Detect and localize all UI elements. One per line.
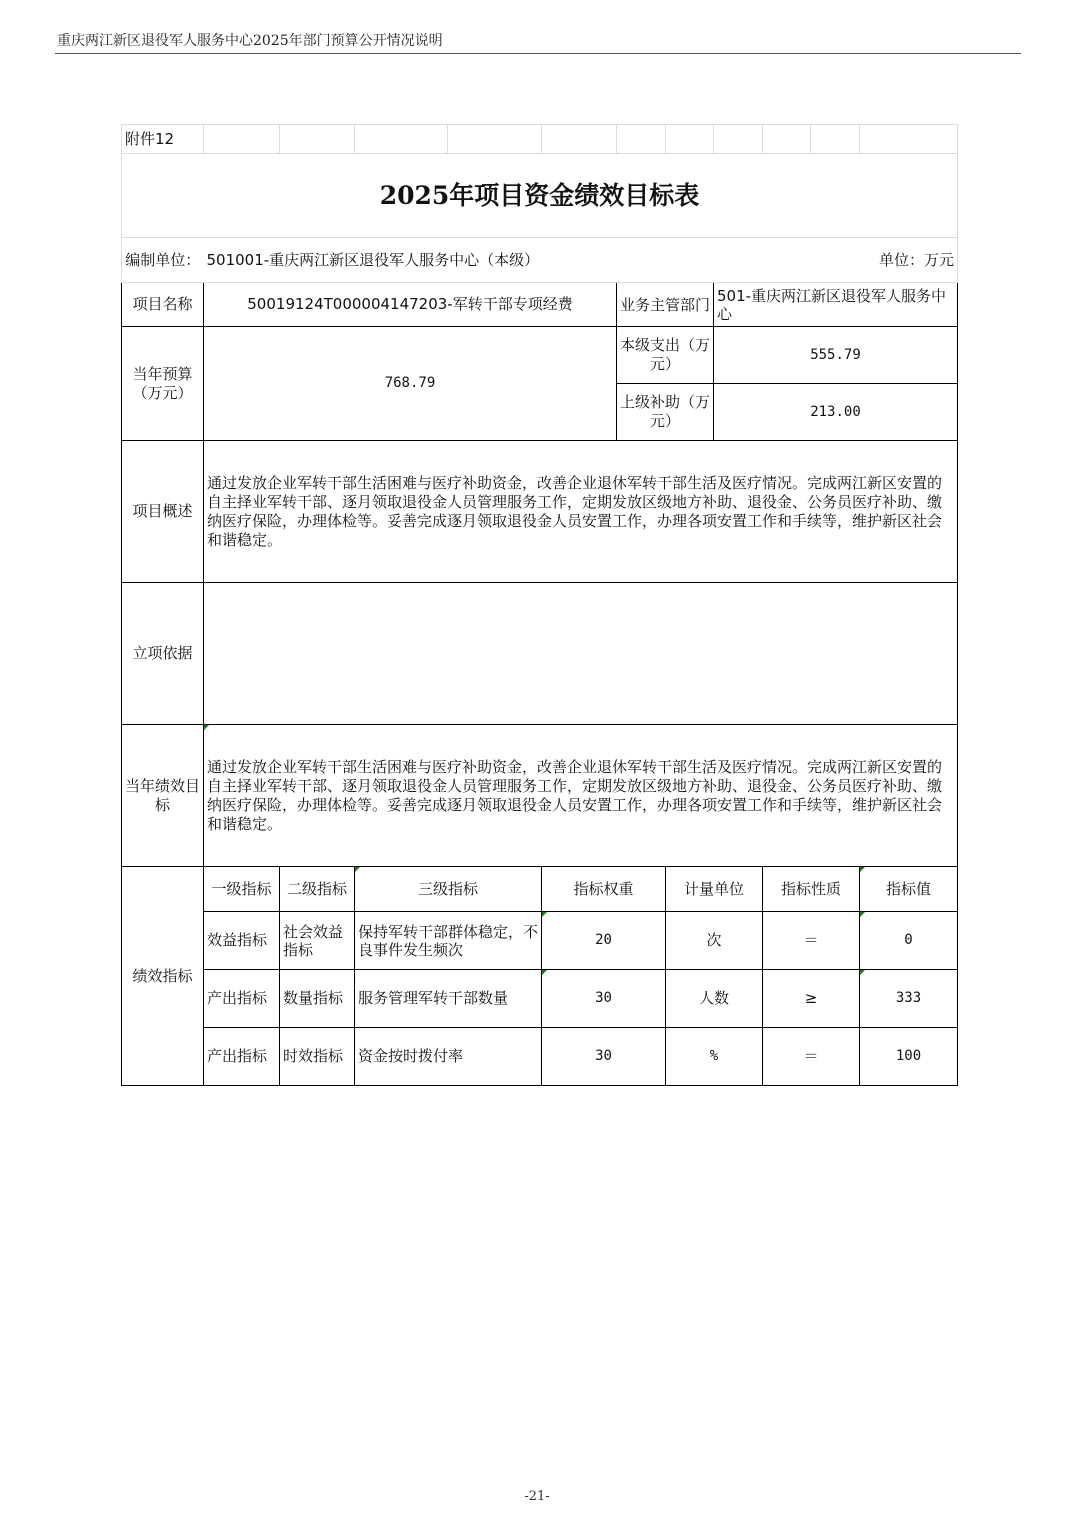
budget-label: 当年预算（万元） — [122, 327, 204, 441]
indicator-level1: 效益指标 — [204, 912, 280, 970]
subsidy-label: 上级补助（万元） — [617, 384, 714, 441]
indicator-level2: 数量指标 — [280, 970, 355, 1028]
indicator-level1: 产出指标 — [204, 1028, 280, 1086]
currency-unit: 单位：万元 — [811, 238, 958, 283]
indicator-weight: 20 — [542, 912, 666, 970]
performance-target-table — [121, 124, 958, 1086]
overview-label: 项目概述 — [122, 441, 204, 583]
attachment-label: 附件12 — [122, 125, 204, 154]
page-number: -21- — [524, 1489, 550, 1504]
project-name-label: 项目名称 — [122, 283, 204, 327]
header-nature: 指标性质 — [763, 867, 860, 912]
header-unit: 计量单位 — [666, 867, 763, 912]
overview-text: 通过发放企业军转干部生活困难与医疗补助资金，改善企业退休军转干部生活及医疗情况。完成两江新区安置的自主择业军转干部、逐月领取退役金人员管理服务工作，定期发放区级地方补助、退役金、公务员医疗补助、缴纳医疗保险，办理体检等。妥善完成逐月领取退役金人员安置工作，办理各项安置工作和手续等，维护新区社会和谐稳定。 — [204, 441, 958, 583]
indicator-value: 100 — [860, 1028, 958, 1086]
indicator-level2: 社会效益指标 — [280, 912, 355, 970]
indicator-nature: ≥ — [763, 970, 860, 1028]
project-name-value: 50019124T000004147203-军转干部专项经费 — [204, 283, 617, 327]
subsidy-value: 213.00 — [714, 384, 958, 441]
header-value: 指标值 — [860, 867, 958, 912]
indicator-nature: ＝ — [763, 912, 860, 970]
indicator-unit: % — [666, 1028, 763, 1086]
header-level1: 一级指标 — [204, 867, 280, 912]
own-expense-value: 555.79 — [714, 327, 958, 384]
indicator-weight: 30 — [542, 970, 666, 1028]
indicator-level3: 服务管理军转干部数量 — [355, 970, 542, 1028]
dept-label: 业务主管部门 — [617, 283, 714, 327]
own-expense-label: 本级支出（万元） — [617, 327, 714, 384]
header-level3: 三级指标 — [355, 867, 542, 912]
indicator-level3: 资金按时拨付率 — [355, 1028, 542, 1086]
form-title: 2025年项目资金绩效目标表 — [122, 154, 958, 238]
table-row — [122, 912, 958, 970]
table-row — [122, 1028, 958, 1086]
annual-goal-text: 通过发放企业军转干部生活困难与医疗补助资金，改善企业退休军转干部生活及医疗情况。完成两江新区安置的自主择业军转干部、逐月领取退役金人员管理服务工作，定期发放区级地方补助、退役金、公务员医疗补助、缴纳医疗保险，办理体检等。妥善完成逐月领取退役金人员安置工作，办理各项安置工作和手续等，维护新区社会和谐稳定。 — [204, 725, 958, 867]
page-header: 重庆两江新区退役军人服务中心2025年部门预算公开情况说明 — [57, 33, 443, 49]
budget-value: 768.79 — [204, 327, 617, 441]
table-row — [122, 970, 958, 1028]
indicator-value: 333 — [860, 970, 958, 1028]
annual-goal-label: 当年绩效目标 — [122, 725, 204, 867]
indicator-level1: 产出指标 — [204, 970, 280, 1028]
indicators-label: 绩效指标 — [122, 867, 204, 1086]
dept-value: 501-重庆两江新区退役军人服务中心 — [714, 283, 958, 327]
indicator-level3: 保持军转干部群体稳定，不良事件发生频次 — [355, 912, 542, 970]
header-weight: 指标权重 — [542, 867, 666, 912]
compiling-unit-value: 501001-重庆两江新区退役军人服务中心（本级） — [204, 238, 811, 283]
indicator-value: 0 — [860, 912, 958, 970]
indicator-unit: 人数 — [666, 970, 763, 1028]
indicator-unit: 次 — [666, 912, 763, 970]
compiling-unit-label: 编制单位： — [122, 238, 204, 283]
header-rule — [55, 53, 1021, 54]
basis-label: 立项依据 — [122, 583, 204, 725]
header-level2: 二级指标 — [280, 867, 355, 912]
indicator-nature: ＝ — [763, 1028, 860, 1086]
basis-text — [204, 583, 958, 725]
indicator-level2: 时效指标 — [280, 1028, 355, 1086]
indicator-weight: 30 — [542, 1028, 666, 1086]
